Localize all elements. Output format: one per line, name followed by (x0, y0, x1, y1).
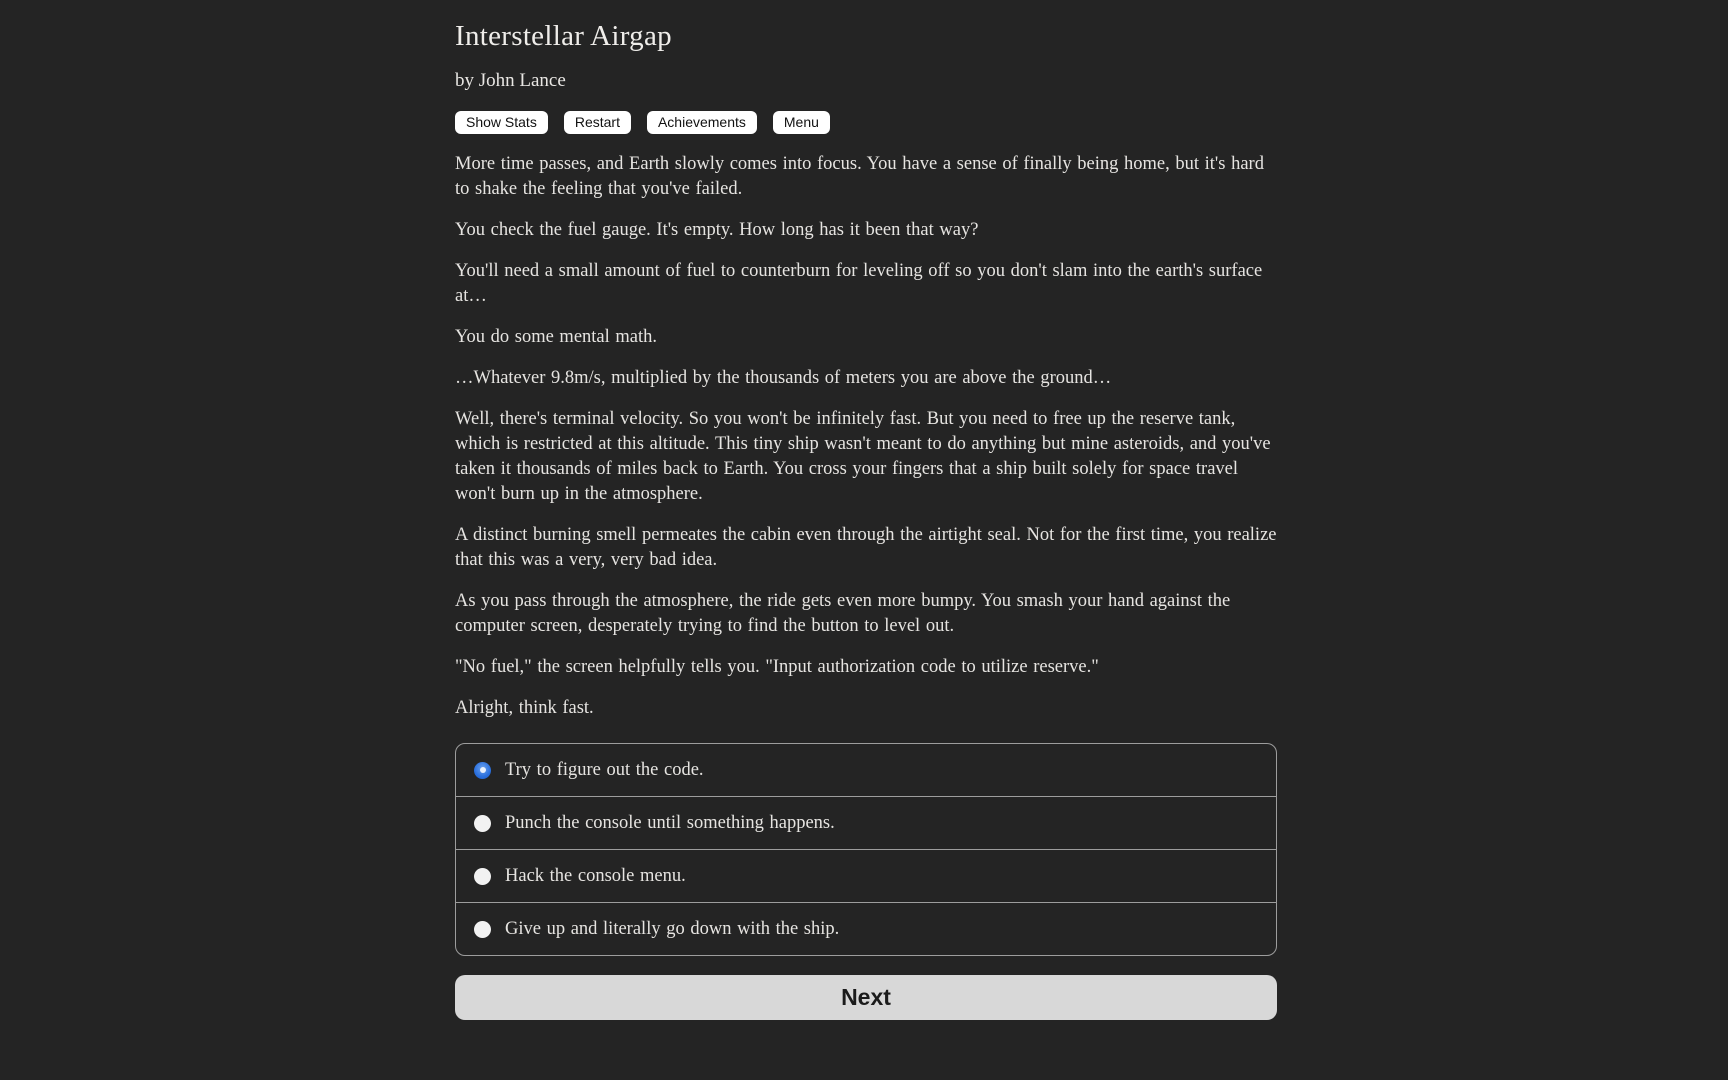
choice-list (455, 743, 1277, 956)
story-content (455, 0, 1277, 1020)
story-paragraph: Well, there's terminal velocity. So you won't be infinitely fast. But you need to free up the reserve tank, which is restricted at this altitude. This tiny ship wasn't meant to do anything but mine asteroids, and you've taken it thousands of miles back to Earth. You cross your fingers that a ship built solely for space travel won't burn up in the atmosphere. (455, 409, 1271, 504)
story-paragraph: A distinct burning smell permeates the cabin even through the airtight seal. Not for the first time, you realize that this was a very, very bad idea. (455, 525, 1277, 570)
radio-unselected-icon[interactable] (474, 868, 491, 885)
story-paragraph: You do some mental math. (455, 327, 658, 347)
restart-button[interactable]: Restart (564, 111, 631, 134)
next-button[interactable]: Next (455, 975, 1277, 1020)
story-paragraph: …Whatever 9.8m/s, multiplied by the thousands of meters you are above the ground… (455, 368, 1112, 388)
choice-option-1[interactable] (456, 744, 1276, 796)
show-stats-button[interactable]: Show Stats (455, 111, 548, 134)
choice-option-label[interactable]: Give up and literally go down with the ship. (505, 918, 840, 939)
story-paragraph: More time passes, and Earth slowly comes into focus. You have a sense of finally being home, but it's hard to shake the feeling that you've failed. (455, 154, 1264, 199)
achievements-button[interactable]: Achievements (647, 111, 757, 134)
story-paragraph: As you pass through the atmosphere, the ride gets even more bumpy. You smash your hand against the computer screen, desperately trying to find the button to level out. (455, 591, 1231, 636)
menu-button[interactable]: Menu (773, 111, 830, 134)
story-paragraph: You'll need a small amount of fuel to counterburn for leveling off so you don't slam into the earth's surface at… (455, 261, 1263, 306)
choice-option-label[interactable]: Hack the console menu. (505, 865, 686, 886)
story-paragraph: You check the fuel gauge. It's empty. How long has it been that way? (455, 220, 979, 240)
story-paragraph: Alright, think fast. (455, 698, 594, 718)
choice-option-3[interactable] (456, 849, 1276, 902)
choice-option-label[interactable]: Try to figure out the code. (505, 759, 704, 780)
choice-option-label[interactable]: Punch the console until something happens. (505, 812, 835, 833)
radio-selected-icon[interactable] (474, 762, 491, 779)
page-title: Interstellar Airgap (455, 20, 672, 52)
choice-option-2[interactable] (456, 796, 1276, 849)
radio-unselected-icon[interactable] (474, 815, 491, 832)
toolbar (455, 111, 1277, 134)
choice-option-4[interactable] (456, 902, 1276, 955)
story-paragraph: "No fuel," the screen helpfully tells you. "Input authorization code to utilize reserve." (455, 657, 1099, 677)
story-text (455, 152, 1277, 721)
radio-unselected-icon[interactable] (474, 921, 491, 938)
author-byline: by John Lance (455, 70, 566, 91)
